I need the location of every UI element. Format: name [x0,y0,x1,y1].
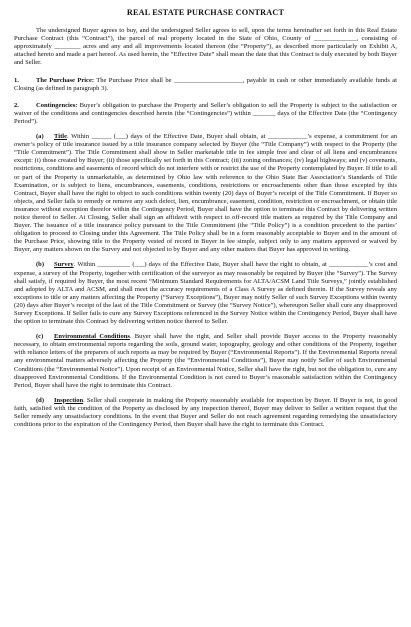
subsection-inspection [14,397,397,429]
section-heading: Contingencies: [36,101,78,109]
document-title: REAL ESTATE PURCHASE CONTRACT [126,8,285,17]
subsection-heading: Inspection [54,396,84,404]
subsection-text: . Within __________ (___) days of the Effective Date, Buyer shall have the right to obtain, at ____________’s cost and expense, a survey of the Property, together with certification of the surveyor as may reasonably be required by Buyer (the “Survey”). The Survey shall satisfy, if required by Buyer, the most recent “Minimum Standard Requirements for ALTA/ACSM Land Title Surveys,” jointly established and adopted by ALTA and ACSM, and shall meet the accuracy requirements of a Class A Survey as defined therein. If the Survey reveals any exceptions to title or any matters affecting the Property (“Survey Exceptions”), Buyer may notify Seller of such Survey Exceptions within twenty (20) days after Buyer’s receipt of the last of the Title Commitment or Survey (the “Survey Notice”), whereupon Seller shall cure any disapproved Survey Exceptions. If Seller fails to cure any Survey Exceptions referenced in the Survey Notice within the Contingency Period, Buyer shall have the option to terminate this Contract by delivering written notice thereof to Seller. [14,261,397,326]
section-contingencies [14,102,397,126]
subsection-heading: Title [54,133,67,141]
subsection-label: (d) [36,396,45,404]
section-purchase-price [14,77,397,93]
intro-paragraph: The undersigned Buyer agrees to buy, and the undersigned Seller agrees to sell, upon the terms hereinafter set forth in this Real Estate Purchase Contract (this “Contract”), the parcel of real property located in the State of Ohio, County of _____________, consisting of approximately ________ acres and any and all improvements located thereon (the “Property”), as described more particularly on Exhibit A, attached hereto and made a part hereof. As used herein, the “Effective Date” shall mean the date that this Contract is duly executed by both Buyer and Seller. [14,27,397,67]
section-text: Buyer’s obligation to purchase the Property and Seller’s obligation to sell the Property is subject to the satisfaction or waiver of the conditions and contingencies described herein (the “Contingencies”) within _______ days of the Effective Date (the “Contingency Period”). [14,101,397,125]
section-number: 1. [14,76,19,84]
subsection-environmental [14,333,397,390]
subsection-label: (a) [36,133,44,141]
subsection-heading: Survey [54,261,74,269]
subsection-heading: Environmental Conditions [54,333,130,341]
subsection-survey [14,261,397,326]
subsection-title [14,133,397,254]
subsection-text: . Buyer shall have the right, and Seller shall provide Buyer access to the Property reasonably necessary, to obtain environmental reports regarding the soils, ground water, topography, geology and other conditions of the Property, together with reliance letters of the preparers of such reports as may be required by Buyer (“Environmental Reports”). If the Environmental Reports reveal any environmental matters adversely affecting the Property (the “Environmental Conditions”), Buyer may notify Seller of such Environmental Conditions (the “Environmental Notice”). Upon receipt of an Environmental Notice, Seller shall have the right, but not the obligation to, cure any disapproved Environmental Conditions. If the Environmental Condition is not cured to Buyer’s reasonable satisfaction within the Contingency Period, Buyer shall have the right to terminate this Contract. [14,333,397,389]
section-heading: The Purchase Price: [36,76,95,84]
subsection-label: (c) [36,333,44,341]
subsection-label: (b) [36,261,45,269]
section-text: The Purchase Price shall be _____________________, payable in cash or other immediately available funds at Closing (as defined in paragraph 3). [14,76,398,92]
subsection-text: . Seller shall cooperate in making the Property reasonably available for inspection by Buyer. If Buyer is not, in good faith, satisfied with the condition of the Property as disclosed by any inspection thereof, Buyer may deliver to Seller a written request that the Seller remedy any unsatisfactory conditions. In the event that Buyer and Seller do not reach agreement regarding remedying the unsatisfactory conditions prior to the expiration of the Contingency Period, then Buyer shall have the right to terminate this Contract. [14,396,397,429]
subsection-text: . Within ______ (___) days of the Effective Date, Buyer shall obtain, at ____________’s expense, a commitment for an owner’s policy of title insurance issued by a title insurance company selected by Buyer (the “Title Company”) with respect to the Property (the “Title Commitment”). The Title Commitment shall show in Seller marketable title in fee simple free and clear of all liens and encumbrances except: (i) those created by Buyer; (ii) those specifically set forth in this Contract; (iii) zoning ordinances; (iv) legal highways; and (v) covenants, restrictions, conditions and easements of record which do not interfere with or restrict the use of the Property contemplated by Buyer. If title to all or part of the Property is unmarketable, as determined by Ohio law with reference to the Ohio State Bar Association’s Standards of Title Examination, or is subject to liens, encumbrances, easements, conditions, restrictions or encroachments other than those excepted by this Contract, Buyer shall have the right to object to such conditions within twenty (20) days of Buyer’s receipt of the Title Commitment. If Buyer so objects, and Seller fails to remedy or remove any such defect, lien, encumbrance, easement, condition, restriction or encroachment, or obtain title insurance without exception therefor within the Contingency Period, Buyer shall have the option to terminate this Contract by delivering written notice thereof to Seller. At Closing, Seller shall sign an affidavit with respect to off-record title matters as required by the Title Company and Buyer. The issuance of a title insurance policy pursuant to the Title Commitment (the “Title Policy”) is a condition precedent to the parties’ obligation to proceed to Closing under this Agreement. The Title Policy shall be in a form reasonably acceptable to Buyer and in the amount of the Purchase Price, showing title to the Property vested of record in Buyer in fee simple, subject only to any matters approved or waived by Buyer, any matters shown on the Survey and not objected to by Buyer and any other matters that Buyer has approved in writing. [14,133,397,254]
section-number: 2. [14,101,19,109]
